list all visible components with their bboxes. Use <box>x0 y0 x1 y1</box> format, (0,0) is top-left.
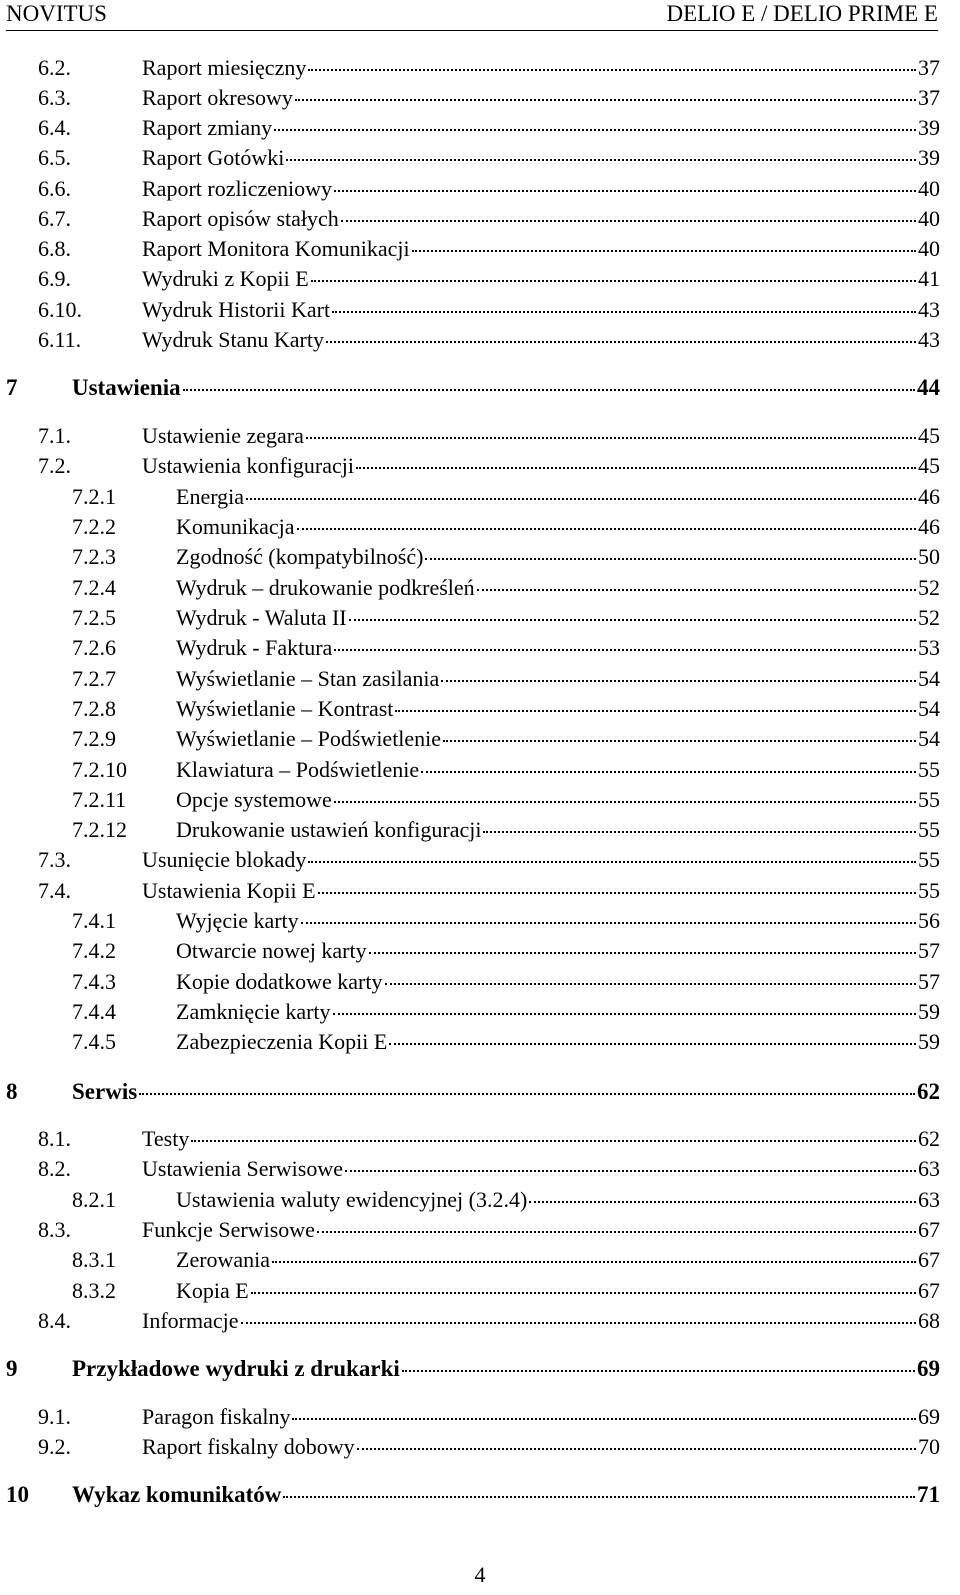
toc-entry-page: 67 <box>918 1217 940 1242</box>
toc-entry-number: 7.3. <box>38 847 71 872</box>
toc-entry[interactable] <box>38 876 940 906</box>
toc-entry-number: 7.4.3 <box>72 969 116 994</box>
dot-leader <box>333 1013 916 1015</box>
toc-entry-title: Wydruk - Waluta II <box>176 605 347 630</box>
toc-entry-title: Zgodność (kompatybilność) <box>176 544 424 569</box>
dot-leader <box>345 1170 916 1172</box>
toc-entry-title: Kopie dodatkowe karty <box>176 969 383 994</box>
toc-entry-title: Energia <box>176 484 245 509</box>
toc-entry-page: 37 <box>918 55 940 80</box>
toc-entry-page: 46 <box>918 484 940 509</box>
toc-entry-page: 52 <box>918 605 940 630</box>
toc-entry[interactable] <box>38 1402 940 1432</box>
toc-entry-title: Przykładowe wydruki z drukarki <box>72 1356 400 1381</box>
toc-entry-title: Wyświetlanie – Stan zasilania <box>176 666 440 691</box>
toc-entry-title: Wyświetlanie – Podświetlenie <box>176 726 442 751</box>
toc-entry-title: Zabezpieczenia Kopii E <box>176 1029 388 1054</box>
dot-leader <box>191 1140 916 1142</box>
toc-entry-number: 7.2. <box>38 453 71 478</box>
dot-leader <box>317 1231 916 1233</box>
toc-entry-number: 6.9. <box>38 266 71 291</box>
toc-entry-number: 8 <box>6 1079 18 1104</box>
toc-entry-page: 55 <box>918 847 940 872</box>
toc-entry-number: 6.2. <box>38 55 71 80</box>
toc-entry-number: 7.2.12 <box>72 817 127 842</box>
toc-entry-number: 9.1. <box>38 1404 71 1429</box>
toc-entry-title: Wydruk Stanu Karty <box>142 327 324 352</box>
toc-entry-number: 6.4. <box>38 115 71 140</box>
toc-entry-page: 59 <box>918 999 940 1024</box>
toc-entry-number: 7.4.2 <box>72 938 116 963</box>
toc-entry[interactable] <box>72 542 940 572</box>
toc-entry[interactable] <box>72 482 940 512</box>
toc-entry-title: Ustawienia konfiguracji <box>142 453 354 478</box>
toc-entry-page: 54 <box>918 696 940 721</box>
dot-leader <box>412 250 916 252</box>
dot-leader <box>292 1418 916 1420</box>
toc-entry-number: 7.4.5 <box>72 1029 116 1054</box>
header-brand: NOVITUS <box>6 1 107 26</box>
toc-entry-number: 6.6. <box>38 176 71 201</box>
toc-entry-page: 62 <box>917 1079 940 1104</box>
dot-leader <box>441 680 916 682</box>
toc-entry-number: 6.7. <box>38 206 71 231</box>
dot-leader <box>477 589 916 591</box>
dot-leader <box>297 528 916 530</box>
dot-leader <box>295 99 916 101</box>
toc-entry-number: 8.3. <box>38 1217 71 1242</box>
dot-leader <box>341 220 916 222</box>
toc-entry[interactable] <box>38 1306 940 1336</box>
dot-leader <box>402 1370 915 1372</box>
toc-entry-title: Komunikacja <box>176 514 295 539</box>
toc-entry-title: Paragon fiskalny <box>142 1404 291 1429</box>
dot-leader <box>139 1093 915 1095</box>
dot-leader <box>395 710 916 712</box>
dot-leader <box>308 69 916 71</box>
toc-entry-number: 7.2.3 <box>72 544 116 569</box>
toc-entry-page: 69 <box>917 1356 940 1381</box>
toc-entry-page: 70 <box>918 1434 940 1459</box>
toc-entry-title: Wydruki z Kopii E <box>142 266 309 291</box>
toc-entry-page: 52 <box>918 575 940 600</box>
dot-leader <box>369 952 916 954</box>
toc-entry[interactable] <box>38 1432 940 1462</box>
dot-leader <box>443 740 916 742</box>
toc-entry-title: Wydruk – drukowanie podkreśleń <box>176 575 475 600</box>
toc-entry-title: Wydruk Historii Kart <box>142 297 331 322</box>
dot-leader <box>318 892 916 894</box>
toc-entry-title: Testy <box>142 1126 190 1151</box>
toc-entry[interactable] <box>38 234 940 264</box>
toc-entry-number: 9 <box>6 1356 18 1381</box>
toc-entry-title: Ustawienie zegara <box>142 423 304 448</box>
toc-entry-number: 8.1. <box>38 1126 71 1151</box>
toc-entry-page: 56 <box>918 908 940 933</box>
toc-entry-number: 8.3.1 <box>72 1247 116 1272</box>
dot-leader <box>332 311 916 313</box>
toc-entry-page: 55 <box>918 757 940 782</box>
toc-entry-number: 7.2.6 <box>72 635 116 660</box>
toc-entry-page: 59 <box>918 1029 940 1054</box>
toc-entry-title: Drukowanie ustawień konfiguracji <box>176 817 482 842</box>
toc-entry-page: 37 <box>918 85 940 110</box>
toc-entry[interactable] <box>72 1027 940 1057</box>
toc-entry-number: 7.4.1 <box>72 908 116 933</box>
dot-leader <box>483 831 916 833</box>
toc-entry-title: Wyjęcie karty <box>176 908 299 933</box>
toc-entry-title: Ustawienia Kopii E <box>142 878 316 903</box>
toc-entry-page: 41 <box>918 266 940 291</box>
toc-entry[interactable] <box>72 785 940 815</box>
toc-entry[interactable] <box>38 174 940 204</box>
toc-entry[interactable] <box>38 451 940 481</box>
toc-entry-title: Zamknięcie karty <box>176 999 331 1024</box>
toc-entry-number: 7.2.10 <box>72 757 127 782</box>
toc-entry[interactable] <box>72 997 940 1027</box>
toc-entry-title: Ustawienia waluty ewidencyjnej (3.2.4) <box>176 1187 528 1212</box>
toc-entry-title: Raport rozliczeniowy <box>142 176 332 201</box>
toc-entry-title: Funkcje Serwisowe <box>142 1217 315 1242</box>
toc-entry[interactable] <box>38 421 940 451</box>
dot-leader <box>183 389 915 391</box>
toc-entry-number: 7 <box>6 375 18 400</box>
toc-entry[interactable] <box>72 664 940 694</box>
toc-entry-title: Wykaz komunikatów <box>72 1482 282 1507</box>
toc-entry[interactable] <box>6 1480 940 1510</box>
toc-entry[interactable] <box>72 603 940 633</box>
dot-leader <box>334 649 916 651</box>
toc-entry-title: Kopia E <box>176 1278 249 1303</box>
toc-entry-page: 54 <box>918 666 940 691</box>
toc-entry-number: 7.2.7 <box>72 666 116 691</box>
toc-entry[interactable] <box>38 83 940 113</box>
dot-leader <box>286 159 916 161</box>
toc-entry-page: 39 <box>918 115 940 140</box>
toc-entry[interactable] <box>72 633 940 663</box>
toc-entry-number: 8.2.1 <box>72 1187 116 1212</box>
toc-entry-page: 44 <box>917 375 940 400</box>
dot-leader <box>326 341 916 343</box>
toc-entry-title: Informacje <box>142 1308 239 1333</box>
toc-entry[interactable] <box>6 373 940 403</box>
toc-entry-number: 7.2.2 <box>72 514 116 539</box>
dot-leader <box>311 280 916 282</box>
toc-entry-number: 7.2.11 <box>72 787 127 812</box>
dot-leader <box>425 558 916 560</box>
dot-leader <box>308 861 916 863</box>
dot-leader <box>385 983 917 985</box>
dot-leader <box>356 467 916 469</box>
toc-entry-number: 6.3. <box>38 85 71 110</box>
toc-entry-page: 62 <box>918 1126 940 1151</box>
toc-entry-title: Wydruk - Faktura <box>176 635 333 660</box>
toc-entry[interactable] <box>72 755 940 785</box>
toc-entry-number: 7.2.8 <box>72 696 116 721</box>
toc-entry[interactable] <box>72 724 940 754</box>
toc-entry-number: 8.3.2 <box>72 1278 116 1303</box>
toc-entry[interactable] <box>72 512 940 542</box>
dot-leader <box>421 771 916 773</box>
toc-entry-number: 8.2. <box>38 1156 71 1181</box>
toc-entry-title: Serwis <box>72 1079 138 1104</box>
dot-leader <box>251 1292 916 1294</box>
dot-leader <box>274 129 916 131</box>
toc-entry[interactable] <box>72 906 940 936</box>
toc-entry-page: 63 <box>918 1187 940 1212</box>
toc-entry-title: Raport okresowy <box>142 85 293 110</box>
toc-entry[interactable] <box>72 815 940 845</box>
dot-leader <box>272 1261 916 1263</box>
toc-entry[interactable] <box>38 113 940 143</box>
page-number: 4 <box>474 1562 486 1587</box>
toc-entry-number: 7.2.5 <box>72 605 116 630</box>
toc-entry[interactable] <box>72 1276 940 1306</box>
toc-entry-page: 46 <box>918 514 940 539</box>
toc-entry[interactable] <box>38 53 940 83</box>
toc-entry[interactable] <box>6 1077 940 1107</box>
toc-entry[interactable] <box>38 1124 940 1154</box>
dot-leader <box>301 922 916 924</box>
toc-entry-number: 8.4. <box>38 1308 71 1333</box>
toc-entry-number: 7.2.9 <box>72 726 116 751</box>
toc-entry-number: 7.4.4 <box>72 999 116 1024</box>
dot-leader <box>357 1448 916 1450</box>
toc-entry-page: 63 <box>918 1156 940 1181</box>
dot-leader <box>349 619 916 621</box>
toc-entry-page: 71 <box>917 1482 940 1507</box>
toc-entry[interactable] <box>72 967 940 997</box>
dot-leader <box>389 1043 916 1045</box>
toc-entry-number: 6.10. <box>38 297 82 322</box>
toc-entry[interactable] <box>72 573 940 603</box>
toc-entry[interactable] <box>38 325 940 355</box>
toc-entry-number: 7.1. <box>38 423 71 448</box>
toc-entry-number: 9.2. <box>38 1434 71 1459</box>
toc-entry[interactable] <box>38 1215 940 1245</box>
toc-entry-page: 53 <box>918 635 940 660</box>
toc-entry-title: Usunięcie blokady <box>142 847 307 872</box>
toc-entry[interactable] <box>38 204 940 234</box>
toc-entry-page: 57 <box>918 969 940 994</box>
toc-entry-number: 6.8. <box>38 236 71 261</box>
toc-entry-page: 45 <box>918 453 940 478</box>
toc-entry-title: Raport Gotówki <box>142 145 285 170</box>
toc-entry[interactable] <box>72 694 940 724</box>
toc-entry[interactable] <box>38 143 940 173</box>
toc-entry-page: 40 <box>918 176 940 201</box>
toc-entry-page: 50 <box>918 544 940 569</box>
toc-entry-title: Zerowania <box>176 1247 271 1272</box>
toc-entry[interactable] <box>72 1185 940 1215</box>
toc-entry[interactable] <box>38 845 940 875</box>
toc-entry-number: 6.5. <box>38 145 71 170</box>
dot-leader <box>306 437 916 439</box>
toc-entry-page: 55 <box>918 817 940 842</box>
toc-entry[interactable] <box>72 1245 940 1275</box>
toc-entry-page: 67 <box>918 1278 940 1303</box>
toc-entry-title: Opcje systemowe <box>176 787 332 812</box>
toc-entry-page: 40 <box>918 236 940 261</box>
toc-entry-page: 43 <box>918 297 940 322</box>
toc-entry-page: 55 <box>918 878 940 903</box>
toc-entry-page: 69 <box>918 1404 940 1429</box>
toc-entry[interactable] <box>6 1354 940 1384</box>
toc-entry-page: 68 <box>918 1308 940 1333</box>
toc-entry-number: 7.4. <box>38 878 71 903</box>
toc-entry-page: 67 <box>918 1247 940 1272</box>
dot-leader <box>529 1201 916 1203</box>
toc-entry-number: 7.2.1 <box>72 484 116 509</box>
dot-leader <box>246 498 916 500</box>
toc-entry-title: Raport zmiany <box>142 115 273 140</box>
dot-leader <box>241 1322 917 1324</box>
toc-entry[interactable] <box>72 936 940 966</box>
toc-entry-title: Raport Monitora Komunikacji <box>142 236 410 261</box>
toc-entry-number: 6.11. <box>38 327 82 352</box>
toc-entry-title: Raport miesięczny <box>142 55 307 80</box>
dot-leader <box>283 1496 915 1498</box>
toc-entry-page: 55 <box>918 787 940 812</box>
toc-entry-number: 7.2.4 <box>72 575 116 600</box>
toc-entry-title: Ustawienia <box>72 375 181 400</box>
dot-leader <box>334 190 916 192</box>
toc-entry-page: 43 <box>918 327 940 352</box>
toc-entry-page: 45 <box>918 423 940 448</box>
toc-entry[interactable] <box>38 1154 940 1184</box>
toc-entry-title: Ustawienia Serwisowe <box>142 1156 344 1181</box>
toc-entry-page: 57 <box>918 938 940 963</box>
toc-entry[interactable] <box>38 264 940 294</box>
toc-entry-number: 10 <box>6 1482 29 1507</box>
toc-entry-page: 54 <box>918 726 940 751</box>
toc-entry-title: Otwarcie nowej karty <box>176 938 367 963</box>
toc-entry-title: Klawiatura – Podświetlenie <box>176 757 420 782</box>
dot-leader <box>334 801 916 803</box>
toc-entry[interactable] <box>38 295 940 325</box>
toc-entry-page: 40 <box>918 206 940 231</box>
page-header <box>6 0 938 31</box>
toc-entry-title: Wyświetlanie – Kontrast <box>176 696 394 721</box>
header-model: DELIO E / DELIO PRIME E <box>666 1 938 26</box>
toc-entry-title: Raport fiskalny dobowy <box>142 1434 355 1459</box>
toc-entry-title: Raport opisów stałych <box>142 206 339 231</box>
toc-entry-page: 39 <box>918 145 940 170</box>
